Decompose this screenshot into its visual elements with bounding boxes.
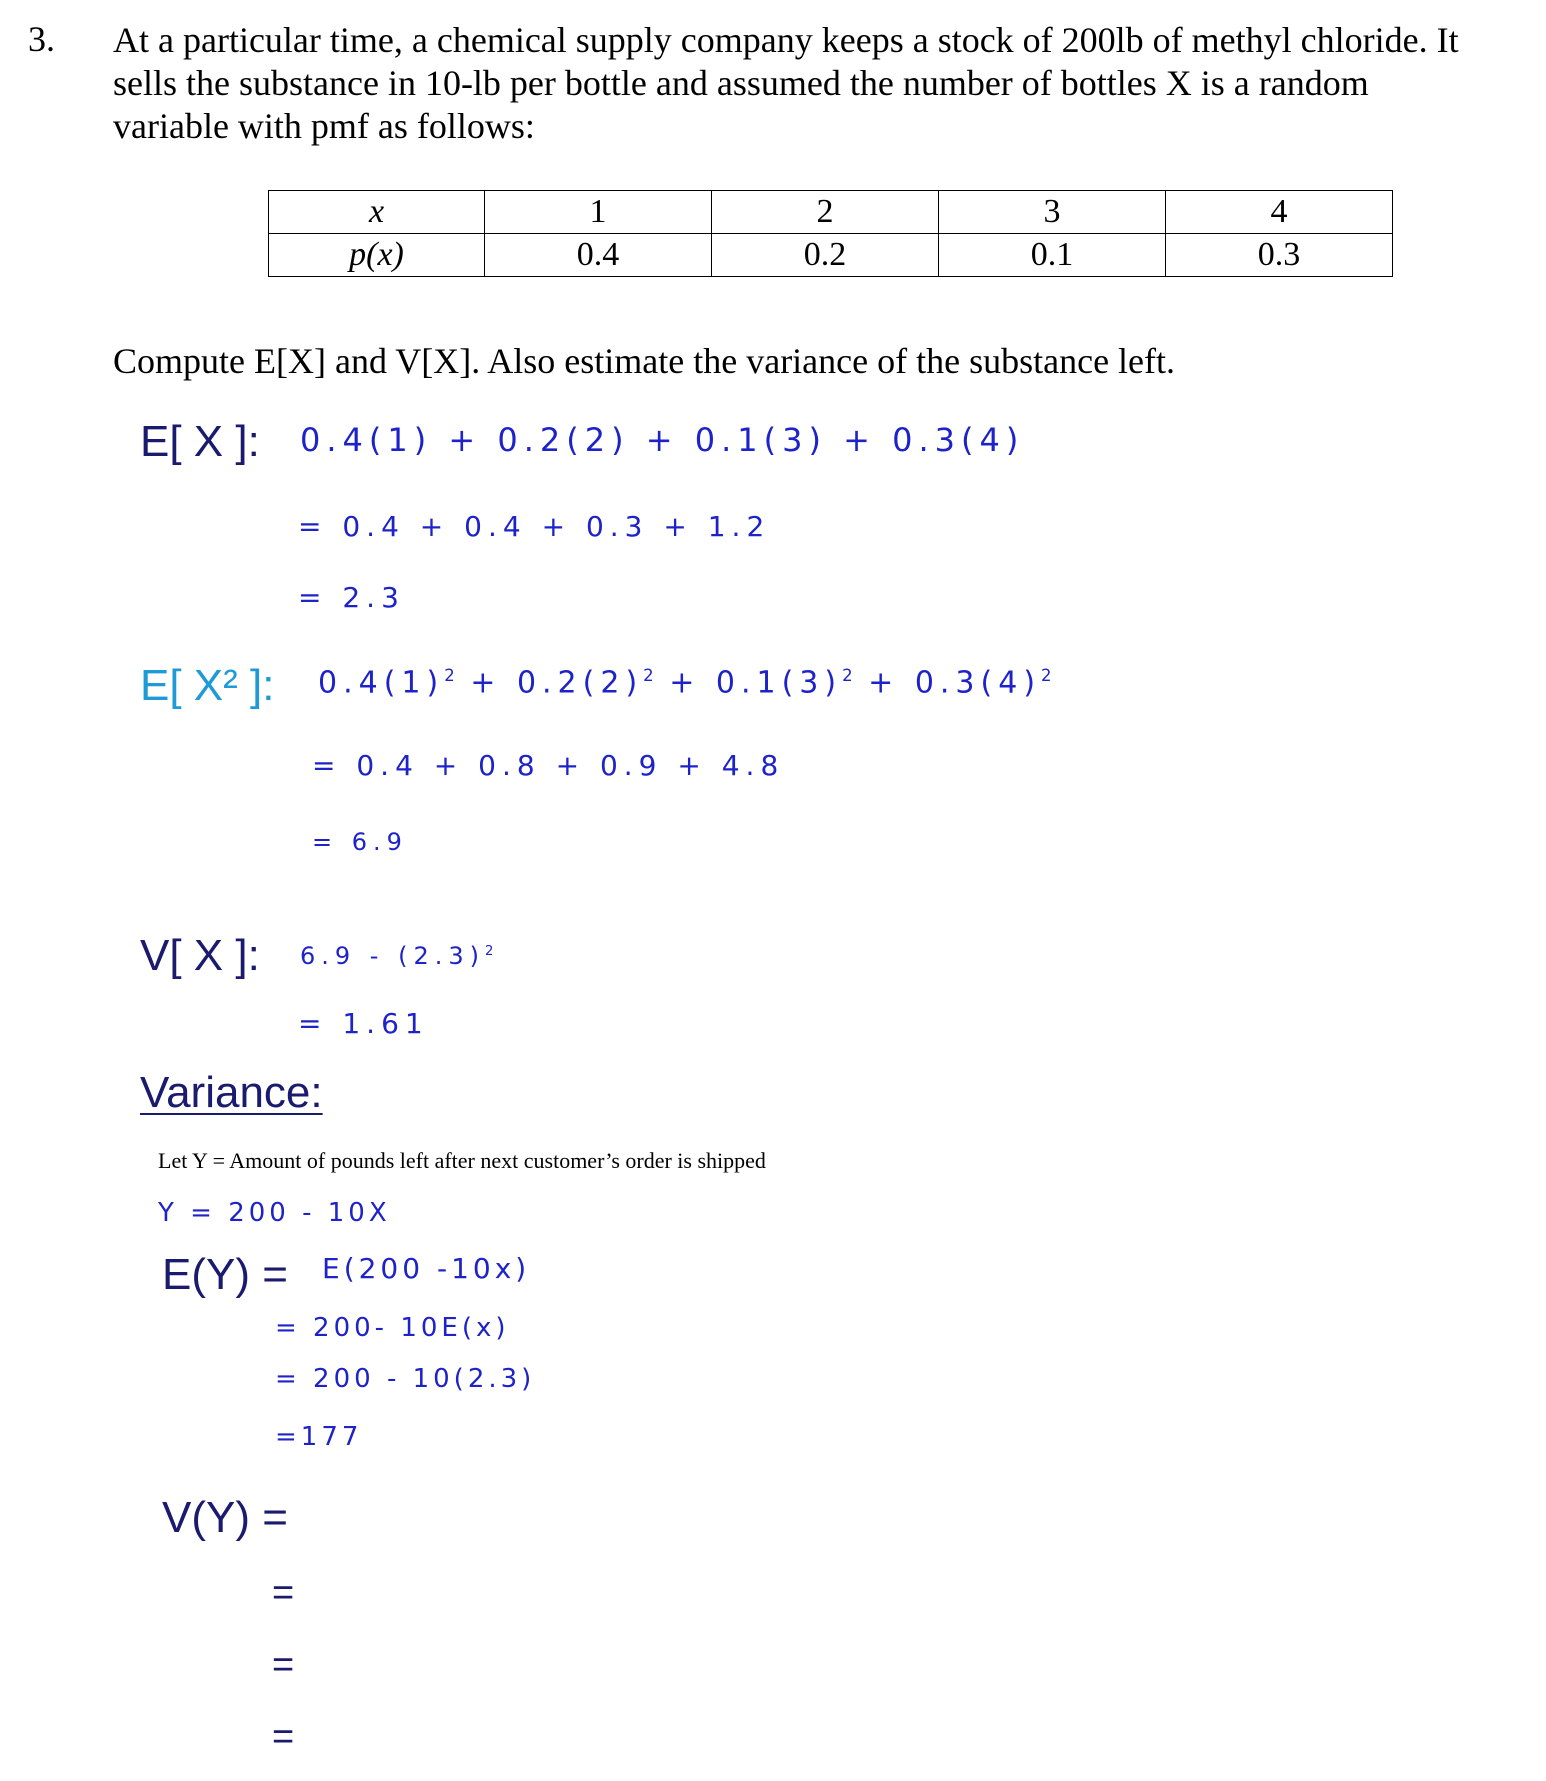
vy-blank-equals: = [272,1572,295,1614]
question-number: 3. [28,19,55,59]
pmf-p-value: 0.3 [1166,234,1393,277]
ey-step-3: = 200 - 10(2.3) [275,1364,536,1394]
ex2-term: + 0.2(2) [470,665,644,701]
ex2-term: 0.4(1) [318,665,445,701]
pmf-table [268,190,1393,277]
problem-line-2: sells the substance in 10-lb per bottle and assumed the number of bottles X is a random [113,63,1369,103]
vy-label: V(Y) = [162,1493,288,1542]
pmf-x-value: 3 [939,191,1166,234]
ex2-exponent: 2 [643,666,654,685]
ex-step-1: 0.4(1) + 0.2(2) + 0.1(3) + 0.3(4) [300,421,1025,459]
pmf-header-x: x [269,191,485,234]
problem-line-3: variable with pmf as follows: [113,106,535,146]
variance-heading: Variance: [140,1068,323,1117]
ey-step-2: = 200- 10E(x) [275,1313,510,1343]
pmf-x-value: 2 [712,191,939,234]
pmf-row-x [269,191,1393,234]
ey-label: E(Y) = [162,1250,288,1299]
ex2-exponent: 2 [842,666,853,685]
ex2-term: + 0.3(4) [868,665,1042,701]
vx-step-1 [300,944,493,968]
vx-step-2: = 1.61 [298,1007,429,1040]
ex2-step-2: = 0.4 + 0.8 + 0.9 + 4.8 [312,749,785,782]
vx-label: V[ X ]: [140,931,260,980]
ex2-step-3: = 6.9 [312,828,408,856]
ey-step-1: E(200 -10x) [322,1252,531,1285]
problem-line-1: At a particular time, a chemical supply company keeps a stock of 200lb of methyl chloride. It [113,20,1459,60]
pmf-row-p [269,234,1393,277]
pmf-p-value: 0.4 [485,234,712,277]
vy-blank-equals: = [272,1716,295,1758]
ex2-exponent: 2 [1041,666,1052,685]
ex-step-2: = 0.4 + 0.4 + 0.3 + 1.2 [298,510,771,543]
pmf-p-value: 0.1 [939,234,1166,277]
vx-expression: 6.9 - (2.3) [300,942,485,970]
compute-instruction: Compute E[X] and V[X]. Also estimate the variance of the substance left. [113,341,1176,381]
ex2-term: + 0.1(3) [669,665,843,701]
ey-step-4: =177 [275,1422,363,1452]
ex-step-3: = 2.3 [298,581,405,614]
vx-exponent: 2 [484,943,494,959]
ex2-exponent: 2 [444,666,455,685]
pmf-x-value: 1 [485,191,712,234]
ex2-label: E[ X² ]: [140,661,275,710]
vy-blank-equals: = [272,1644,295,1686]
y-equation: Y = 200 - 10X [158,1198,391,1228]
pmf-header-px: p(x) [269,234,485,277]
pmf-x-value: 4 [1166,191,1393,234]
let-y-definition: Let Y = Amount of pounds left after next customer’s order is shipped [158,1148,766,1173]
ex-label: E[ X ]: [140,417,260,466]
pmf-p-value: 0.2 [712,234,939,277]
ex2-step-1 [318,665,1052,701]
